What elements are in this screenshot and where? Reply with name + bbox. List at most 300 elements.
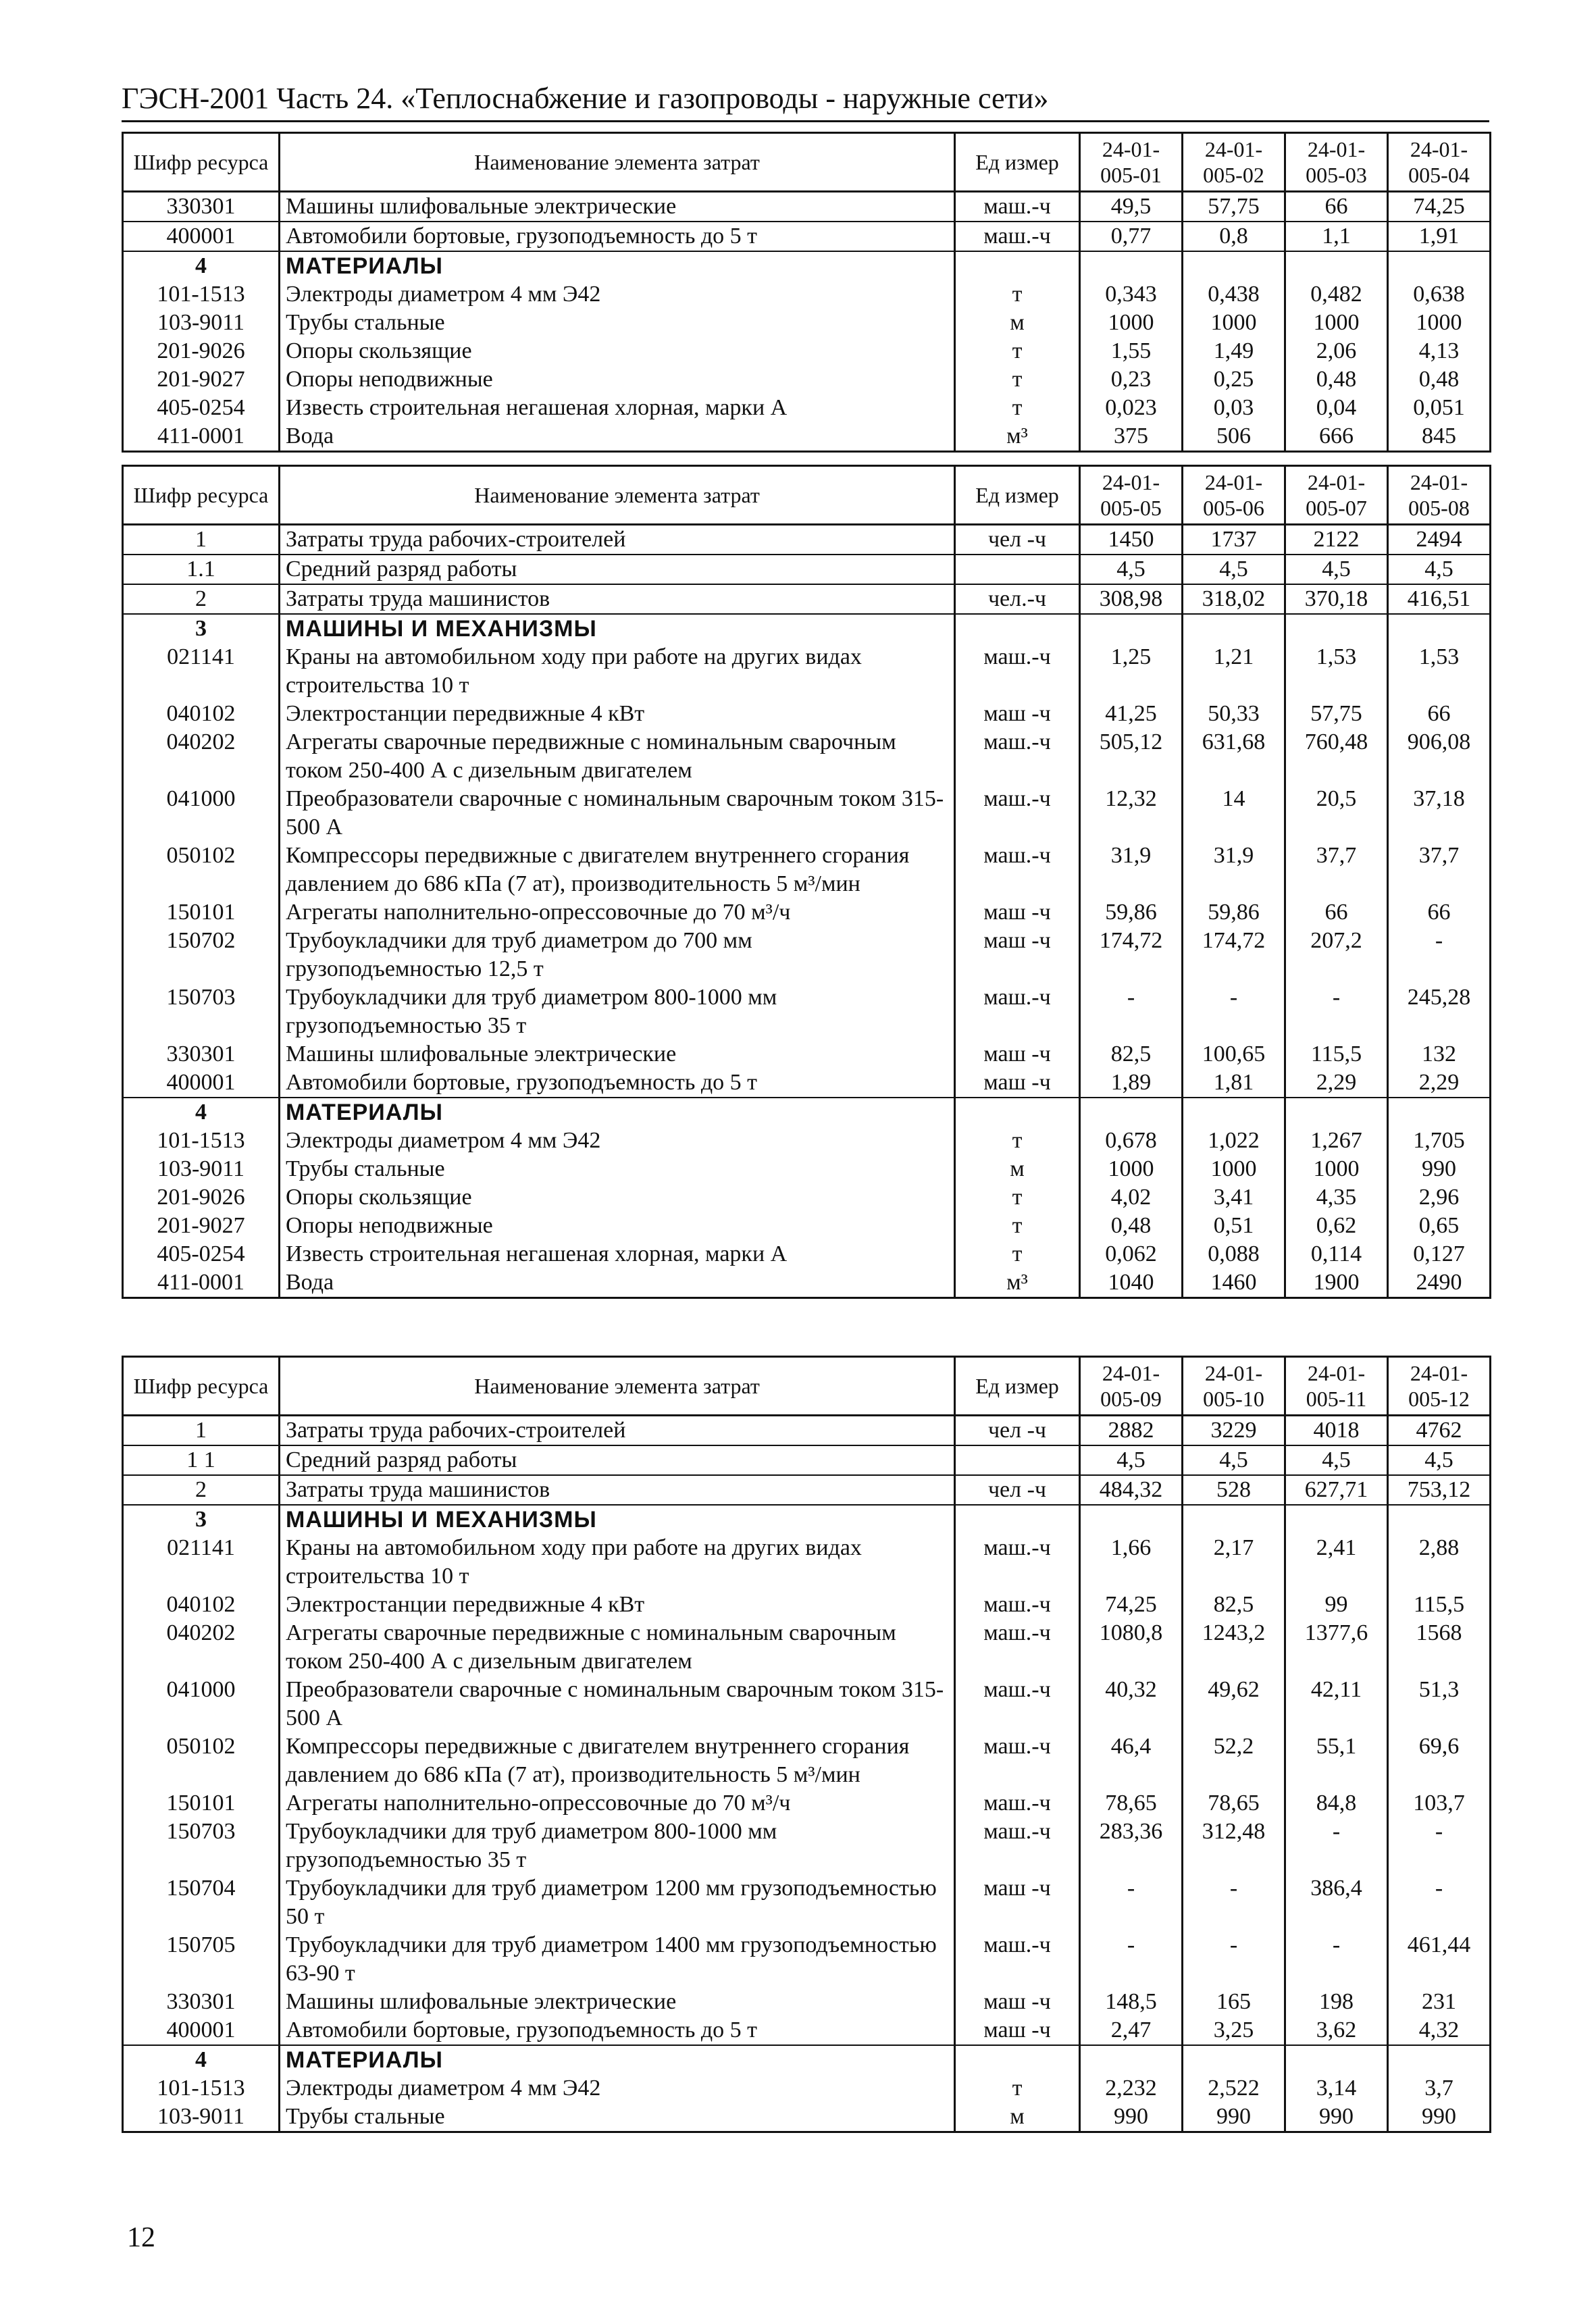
value-cell: 1,21 [1183,643,1285,700]
value-cell: 31,9 [1183,842,1285,898]
cost-element-name-cell: Агрегаты наполнительно-опрессовочные до 70 м³/ч [280,1789,955,1818]
value-cell: 165 [1183,1988,1285,2016]
value-cell: 2490 [1388,1268,1491,1298]
value-cell: 69,6 [1388,1732,1491,1789]
section-title-cell: МАШИНЫ И МЕХАНИЗМЫ [280,1505,955,1534]
value-cell: 103,7 [1388,1789,1491,1818]
value-cell: - [1285,1931,1388,1988]
value-cell: 82,5 [1080,1040,1183,1069]
column-header-value: 24-01-005-12 [1388,1357,1491,1416]
value-cell: 66 [1285,898,1388,927]
column-header-unit: Ед измер [955,133,1080,192]
column-header-unit: Ед измер [955,466,1080,525]
value-cell: 1,49 [1183,337,1285,365]
unit-cell [955,1098,1080,1127]
table-row [123,365,1491,394]
resource-code-cell: 150101 [123,1789,280,1818]
value-cell: 318,02 [1183,584,1285,614]
table-row [123,1155,1491,1183]
column-header-name: Наименование элемента затрат [280,133,955,192]
value-cell [1080,614,1183,643]
value-cell: 1000 [1388,309,1491,337]
value-cell: 2,29 [1285,1069,1388,1098]
value-cell: 2494 [1388,525,1491,555]
value-cell: 1243,2 [1183,1619,1285,1676]
value-cell: 4,5 [1183,555,1285,584]
table-row [123,1931,1491,1988]
unit-cell: маш.-ч [955,842,1080,898]
resource-code-cell: 405-0254 [123,1240,280,1268]
value-cell: 46,4 [1080,1732,1183,1789]
value-cell: 59,86 [1080,898,1183,927]
value-cell: 78,65 [1080,1789,1183,1818]
unit-cell: маш.-ч [955,983,1080,1040]
cost-element-name-cell: Компрессоры передвижные с двигателем внутреннего сгорания давлением до 686 кПа (7 ат), производительность 5 м³/мин [280,1732,955,1789]
value-cell: 2,41 [1285,1534,1388,1591]
table-row [123,422,1491,452]
unit-cell: м [955,1155,1080,1183]
resource-code-cell: 3 [123,1505,280,1534]
value-cell: 906,08 [1388,728,1491,785]
table-row [123,584,1491,614]
unit-cell: маш.-ч [955,728,1080,785]
value-cell: 1,267 [1285,1127,1388,1155]
table-row [123,394,1491,422]
value-cell: 4018 [1285,1416,1388,1446]
value-cell: 0,482 [1285,280,1388,309]
unit-cell: маш.-ч [955,1676,1080,1732]
value-cell: 49,62 [1183,1676,1285,1732]
value-cell: 1,89 [1080,1069,1183,1098]
value-cell: 3,25 [1183,2016,1285,2045]
column-header-value: 24-01-005-04 [1388,133,1491,192]
resource-code-cell: 1.1 [123,555,280,584]
value-cell: 3,7 [1388,2074,1491,2103]
value-cell: 3,62 [1285,2016,1388,2045]
cost-element-name-cell: Опоры скользящие [280,1183,955,1212]
cost-element-name-cell: Затраты труда рабочих-строителей [280,1416,955,1446]
value-cell: - [1183,1874,1285,1931]
unit-cell: т [955,1127,1080,1155]
value-cell [1388,614,1491,643]
value-cell: 0,8 [1183,222,1285,251]
cost-element-name-cell: Автомобили бортовые, грузоподъемность до 5 т [280,222,955,251]
cost-element-name-cell: Краны на автомобильном ходу при работе на других видах строительства 10 т [280,1534,955,1591]
cost-element-name-cell: Преобразователи сварочные с номинальным сварочным током 315-500 А [280,785,955,842]
value-cell: 4762 [1388,1416,1491,1446]
table-row [123,1534,1491,1591]
value-cell: 0,65 [1388,1212,1491,1240]
value-cell [1285,614,1388,643]
cost-element-name-cell: Опоры скользящие [280,337,955,365]
value-cell: 0,03 [1183,394,1285,422]
resource-code-cell: 1 [123,1416,280,1446]
resource-code-cell: 150705 [123,1931,280,1988]
value-cell: 31,9 [1080,842,1183,898]
table-row [123,337,1491,365]
value-cell [1183,1505,1285,1534]
column-header-value: 24-01-005-07 [1285,466,1388,525]
resource-code-cell: 2 [123,1475,280,1505]
unit-cell: т [955,337,1080,365]
value-cell: 4,5 [1388,555,1491,584]
value-cell: 4,5 [1285,555,1388,584]
resource-code-cell: 4 [123,1098,280,1127]
unit-cell: маш -ч [955,927,1080,983]
resource-code-cell: 101-1513 [123,280,280,309]
value-cell: 4,5 [1080,1445,1183,1475]
value-cell: 1377,6 [1285,1619,1388,1676]
value-cell: 4,5 [1388,1445,1491,1475]
cost-element-name-cell: Агрегаты наполнительно-опрессовочные до 70 м³/ч [280,898,955,927]
section-row [123,614,1491,643]
table-row [123,1416,1491,1446]
value-cell: 82,5 [1183,1591,1285,1619]
value-cell [1183,2045,1285,2074]
table-row [123,280,1491,309]
value-cell: 506 [1183,422,1285,452]
resource-code-cell: 050102 [123,1732,280,1789]
value-cell: 990 [1183,2103,1285,2132]
value-cell: 990 [1080,2103,1183,2132]
value-cell: 207,2 [1285,927,1388,983]
value-cell: 84,8 [1285,1789,1388,1818]
value-cell: 0,48 [1080,1212,1183,1240]
resource-code-cell: 4 [123,2045,280,2074]
value-cell: 1568 [1388,1619,1491,1676]
resource-code-cell: 021141 [123,1534,280,1591]
unit-cell [955,1505,1080,1534]
value-cell: 386,4 [1285,1874,1388,1931]
resource-code-cell: 150702 [123,927,280,983]
section-row [123,251,1491,280]
cost-element-name-cell: Машины шлифовальные электрические [280,192,955,222]
value-cell [1080,251,1183,280]
unit-cell: маш.-ч [955,1818,1080,1874]
value-cell [1080,1098,1183,1127]
value-cell: 174,72 [1080,927,1183,983]
resource-code-cell: 400001 [123,222,280,251]
value-cell: 0,48 [1285,365,1388,394]
table-row [123,898,1491,927]
value-cell: 0,62 [1285,1212,1388,1240]
value-cell: 1000 [1285,309,1388,337]
resource-code-cell: 101-1513 [123,1127,280,1155]
value-cell: 631,68 [1183,728,1285,785]
unit-cell: м³ [955,422,1080,452]
unit-cell: маш -ч [955,1988,1080,2016]
table-row [123,309,1491,337]
value-cell: 37,7 [1285,842,1388,898]
cost-element-name-cell: Опоры неподвижные [280,365,955,394]
value-cell: 528 [1183,1475,1285,1505]
table-row [123,1818,1491,1874]
table-row [123,1183,1491,1212]
unit-cell: маш.-ч [955,1534,1080,1591]
cost-element-name-cell: Вода [280,1268,955,1298]
cost-element-name-cell: Трубы стальные [280,2103,955,2132]
unit-cell: т [955,1212,1080,1240]
value-cell [1388,1505,1491,1534]
cost-element-name-cell: Известь строительная негашеная хлорная, марки А [280,394,955,422]
value-cell: 505,12 [1080,728,1183,785]
resource-cost-table [122,1356,1491,2133]
cost-element-name-cell: Трубоукладчики для труб диаметром до 700 мм грузоподъемностью 12,5 т [280,927,955,983]
table-row [123,728,1491,785]
value-cell: 1000 [1183,309,1285,337]
value-cell: 2,96 [1388,1183,1491,1212]
value-cell [1183,614,1285,643]
value-cell: 627,71 [1285,1475,1388,1505]
value-cell: 55,1 [1285,1732,1388,1789]
resource-code-cell: 201-9026 [123,337,280,365]
table-row [123,1988,1491,2016]
value-cell [1285,251,1388,280]
cost-element-name-cell: Электроды диаметром 4 мм Э42 [280,1127,955,1155]
value-cell: - [1388,1874,1491,1931]
unit-cell: маш.-ч [955,1789,1080,1818]
table-row [123,192,1491,222]
unit-cell: маш -ч [955,700,1080,728]
table-row [123,983,1491,1040]
cost-element-name-cell: Краны на автомобильном ходу при работе на других видах строительства 10 т [280,643,955,700]
cost-element-name-cell: Электроды диаметром 4 мм Э42 [280,2074,955,2103]
value-cell: 50,33 [1183,700,1285,728]
value-cell: 0,48 [1388,365,1491,394]
unit-cell: маш.-ч [955,785,1080,842]
value-cell [1285,1505,1388,1534]
unit-cell: чел -ч [955,1475,1080,1505]
unit-cell: маш.-ч [955,643,1080,700]
value-cell [1285,1098,1388,1127]
table-row [123,525,1491,555]
value-cell: 1,1 [1285,222,1388,251]
unit-cell: т [955,1183,1080,1212]
value-cell [1080,2045,1183,2074]
value-cell: 2122 [1285,525,1388,555]
value-cell: 231 [1388,1988,1491,2016]
resource-code-cell: 040102 [123,700,280,728]
unit-cell: м³ [955,1268,1080,1298]
value-cell: 99 [1285,1591,1388,1619]
column-header-value: 24-01-005-02 [1183,133,1285,192]
table-header-row [123,466,1491,525]
value-cell: 115,5 [1388,1591,1491,1619]
table-row [123,2103,1491,2132]
resource-code-cell: 103-9011 [123,1155,280,1183]
value-cell: 312,48 [1183,1818,1285,1874]
cost-element-name-cell: Средний разряд работы [280,555,955,584]
table-row [123,1240,1491,1268]
value-cell: 66 [1388,700,1491,728]
value-cell: 308,98 [1080,584,1183,614]
value-cell: 3,41 [1183,1183,1285,1212]
unit-cell: маш.-ч [955,1619,1080,1676]
table-row [123,1268,1491,1298]
value-cell: 74,25 [1080,1591,1183,1619]
value-cell: 0,638 [1388,280,1491,309]
value-cell: 66 [1285,192,1388,222]
value-cell: 0,051 [1388,394,1491,422]
value-cell: - [1080,1931,1183,1988]
column-header-value: 24-01-005-11 [1285,1357,1388,1416]
value-cell [1080,1505,1183,1534]
value-cell: 1000 [1080,1155,1183,1183]
unit-cell: маш.-ч [955,192,1080,222]
value-cell: 0,77 [1080,222,1183,251]
section-row [123,1505,1491,1534]
resource-code-cell: 1 1 [123,1445,280,1475]
value-cell: 1,55 [1080,337,1183,365]
table-header-row [123,133,1491,192]
resource-code-cell: 101-1513 [123,2074,280,2103]
value-cell: 14 [1183,785,1285,842]
value-cell: 3,14 [1285,2074,1388,2103]
value-cell: 1900 [1285,1268,1388,1298]
value-cell: 57,75 [1183,192,1285,222]
resource-code-cell: 150101 [123,898,280,927]
column-header-unit: Ед измер [955,1357,1080,1416]
unit-cell: маш -ч [955,2016,1080,2045]
cost-element-name-cell: Электростанции передвижные 4 кВт [280,700,955,728]
value-cell: 52,2 [1183,1732,1285,1789]
column-header-name: Наименование элемента затрат [280,466,955,525]
table-row [123,222,1491,251]
resource-code-cell: 040202 [123,1619,280,1676]
value-cell: 0,062 [1080,1240,1183,1268]
cost-element-name-cell: Трубоукладчики для труб диаметром 1400 мм грузоподъемностью 63-90 т [280,1931,955,1988]
table-row [123,1445,1491,1475]
resource-code-cell: 400001 [123,2016,280,2045]
value-cell: 3229 [1183,1416,1285,1446]
unit-cell [955,555,1080,584]
resource-code-cell: 1 [123,525,280,555]
table-row [123,927,1491,983]
unit-cell: маш -ч [955,1874,1080,1931]
value-cell: 1,022 [1183,1127,1285,1155]
unit-cell: маш.-ч [955,1732,1080,1789]
value-cell: 148,5 [1080,1988,1183,2016]
cost-element-name-cell: Машины шлифовальные электрические [280,1988,955,2016]
value-cell: 2,232 [1080,2074,1183,2103]
table-row [123,1789,1491,1818]
value-cell: 4,13 [1388,337,1491,365]
value-cell: 461,44 [1388,1931,1491,1988]
value-cell: 1737 [1183,525,1285,555]
unit-cell [955,1445,1080,1475]
value-cell: 0,127 [1388,1240,1491,1268]
value-cell: 416,51 [1388,584,1491,614]
table-row [123,1212,1491,1240]
value-cell: 20,5 [1285,785,1388,842]
column-header-value: 24-01-005-10 [1183,1357,1285,1416]
value-cell: 42,11 [1285,1676,1388,1732]
resource-code-cell: 2 [123,584,280,614]
table-row [123,643,1491,700]
cost-element-name-cell: Затраты труда рабочих-строителей [280,525,955,555]
unit-cell: маш.-ч [955,1591,1080,1619]
cost-element-name-cell: Затраты труда машинистов [280,584,955,614]
column-header-value: 24-01-005-09 [1080,1357,1183,1416]
resource-code-cell: 150703 [123,983,280,1040]
resource-code-cell: 021141 [123,643,280,700]
unit-cell: маш.-ч [955,222,1080,251]
value-cell: 2882 [1080,1416,1183,1446]
cost-element-name-cell: Автомобили бортовые, грузоподъемность до 5 т [280,2016,955,2045]
resource-cost-table [122,132,1491,453]
value-cell: 4,35 [1285,1183,1388,1212]
section-row [123,1098,1491,1127]
value-cell: 753,12 [1388,1475,1491,1505]
value-cell: 0,23 [1080,365,1183,394]
value-cell: 2,06 [1285,337,1388,365]
unit-cell: чел.-ч [955,584,1080,614]
resource-code-cell: 405-0254 [123,394,280,422]
resource-cost-table [122,465,1491,1299]
value-cell: 2,29 [1388,1069,1491,1098]
value-cell: 4,32 [1388,2016,1491,2045]
value-cell: 0,088 [1183,1240,1285,1268]
section-title-cell: МАТЕРИАЛЫ [280,1098,955,1127]
column-header-name: Наименование элемента затрат [280,1357,955,1416]
unit-cell [955,2045,1080,2074]
value-cell: 1040 [1080,1268,1183,1298]
value-cell [1183,251,1285,280]
resource-code-cell: 103-9011 [123,2103,280,2132]
cost-element-name-cell: Электроды диаметром 4 мм Э42 [280,280,955,309]
value-cell: 1,66 [1080,1534,1183,1591]
value-cell: 666 [1285,422,1388,452]
table-header-row [123,1357,1491,1416]
table-row [123,842,1491,898]
unit-cell: маш -ч [955,898,1080,927]
section-title-cell: МАТЕРИАЛЫ [280,251,955,280]
table-row [123,700,1491,728]
value-cell: 2,17 [1183,1534,1285,1591]
table-row [123,1874,1491,1931]
value-cell: 174,72 [1183,927,1285,983]
column-header-code: Шифр ресурса [123,1357,280,1416]
section-title-cell: МАТЕРИАЛЫ [280,2045,955,2074]
value-cell: 2,88 [1388,1534,1491,1591]
value-cell: 1,53 [1285,643,1388,700]
value-cell: 0,114 [1285,1240,1388,1268]
resource-code-cell: 103-9011 [123,309,280,337]
value-cell [1388,2045,1491,2074]
resource-code-cell: 041000 [123,785,280,842]
section-row [123,2045,1491,2074]
table-row [123,1619,1491,1676]
value-cell: 0,343 [1080,280,1183,309]
value-cell: 1450 [1080,525,1183,555]
cost-element-name-cell: Затраты труда машинистов [280,1475,955,1505]
cost-element-name-cell: Компрессоры передвижные с двигателем внутреннего сгорания давлением до 686 кПа (7 ат), производительность 5 м³/мин [280,842,955,898]
unit-cell: маш.-ч [955,1931,1080,1988]
unit-cell: маш -ч [955,1069,1080,1098]
value-cell: 0,438 [1183,280,1285,309]
column-header-value: 24-01-005-08 [1388,466,1491,525]
value-cell: - [1285,1818,1388,1874]
table-row [123,785,1491,842]
unit-cell [955,251,1080,280]
resource-code-cell: 040202 [123,728,280,785]
value-cell: - [1080,1874,1183,1931]
column-header-value: 24-01-005-03 [1285,133,1388,192]
unit-cell: чел -ч [955,525,1080,555]
resource-code-cell: 201-9027 [123,365,280,394]
value-cell: 2,47 [1080,2016,1183,2045]
value-cell: 1000 [1183,1155,1285,1183]
